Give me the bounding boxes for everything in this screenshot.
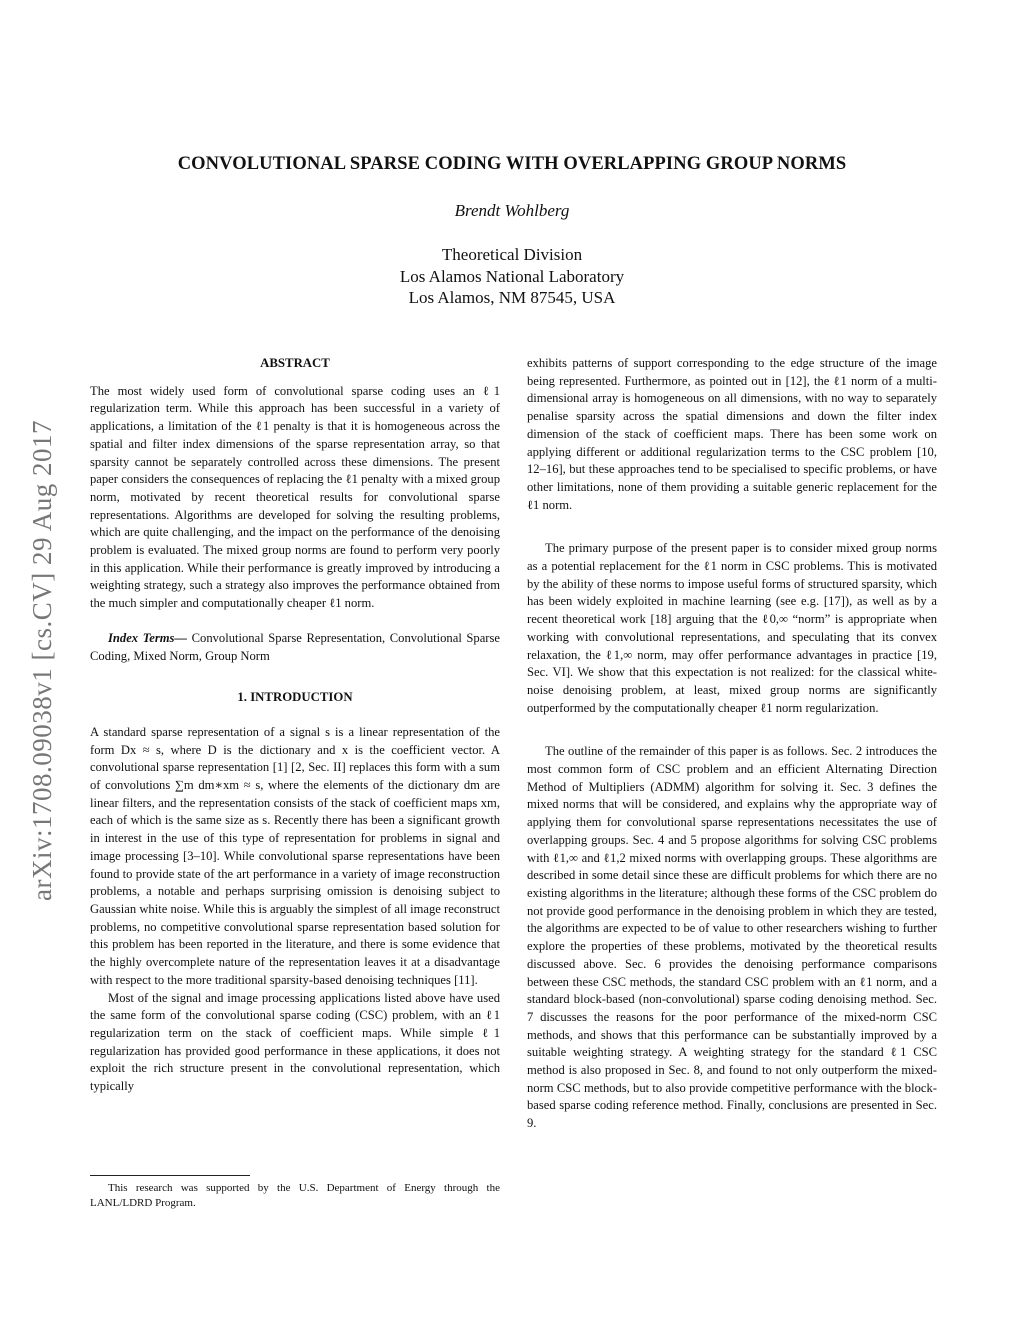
arxiv-id: arXiv:1708.09038v1 [cs.CV] 29 Aug 2017 <box>26 419 57 901</box>
arxiv-sidebar-stamp <box>12 345 72 975</box>
intro-paragraph-5: The outline of the remainder of this paper is as follows. Sec. 2 introduces the most common form of CSC problem and an efficient Alternating Direction Method of Multipliers (ADMM) algorithm for solving it. Sec. 3 defines the mixed norms that will be considered, and explains why the appropriate way of applying them for convolutional sparse representations necessitates the use of overlapping groups. Sec. 4 and 5 propose algorithms for solving CSC problems with ℓ1,∞ and ℓ1,2 mixed norms with overlapping groups. These algorithms are described in some detail since these are difficult problems for which there are no existing algorithms in the literature; although these forms of the CSC problem do not provide good performance in the denoising problem in which they are tested, the algorithms are expected to be of value to other researchers wishing to further explore the properties of these problems, motivated by the theoretical results discussed above. Sec. 6 provides the denoising performance comparisons between these CSC methods, the standard CSC problem with an ℓ1 norm, and a standard block-based (non-convolutional) sparse coding denoising method. Sec. 7 discusses the reasons for the poor performance of the mixed-norm CSC methods, and shows that this performance can be substantially improved by a suitable weighting strategy. A weighting strategy for the standard ℓ1 CSC method is also proposed in Sec. 8, and found to not only outperform the mixed-norm CSC methods, but to also provide competitive performance with the block-based sparse coding reference method. Finally, conclusions are presented in Sec. 9. <box>527 744 937 1131</box>
paper-title: CONVOLUTIONAL SPARSE CODING WITH OVERLAPPING GROUP NORMS <box>177 154 847 174</box>
footnote-text: This research was supported by the U.S. Department of Energy through the LANL/LDRD Program. <box>90 1182 500 1209</box>
intro-paragraph-2: Most of the signal and image processing applications listed above have used the same form of the convolutional sparse coding (CSC) problem, with an ℓ1 regularization term on the stack of coefficient maps. While simple ℓ1 regularization has provided good performance in these applications, it does not exploit the rich structure present in the convolutional representation, which typically <box>90 990 500 1094</box>
footnote <box>90 1175 500 1211</box>
right-column <box>527 355 937 1133</box>
index-terms-text: Convolutional Sparse Representation, Convolutional Sparse Coding, Mixed Norm, Group Norm <box>90 630 500 663</box>
footnote-rule <box>90 1175 250 1176</box>
index-terms-label: Index Terms— <box>108 630 188 645</box>
intro-paragraph-3: exhibits patterns of support corresponding to the edge structure of the image being represented. Furthermore, as pointed out in [12], the ℓ1 norm of a multi-dimensional array is homogeneous on all dimensions, with no way to separately penalise sparsity across the spatial dimensions and down the filter index dimension of the stack of coefficient maps. There has been some work on applying different or additional regularization terms to the CSC problem [10, 12–16], but these approaches tend to be specialised to specific problems, or have other limitations, none of them providing a suitable generic replacement for the ℓ1 norm. <box>527 356 937 512</box>
introduction-heading: 1. INTRODUCTION <box>237 690 353 705</box>
abstract-text: The most widely used form of convolutional sparse coding uses an ℓ1 regularization term. While this approach has been successful in a variety of applications, a limitation of the ℓ1 penalty is that it is homogeneous across the spatial and filter index dimensions of the sparse representation array, so that sparsity cannot be separately controlled across these dimensions. The present paper considers the consequences of replacing the ℓ1 penalty with a mixed group norm, motivated by recent theoretical results for convolutional sparse representations. Algorithms are developed for solving the resulting problems, which are quite challenging, and the impact on the performance of the denoising problem is evaluated. The mixed group norms are found to perform very poorly in this application. While their performance is greatly improved by introducing a weighting strategy, such a strategy also improves the performance obtained from the much simpler and computationally cheaper ℓ1 norm. <box>90 383 500 611</box>
index-terms <box>90 630 500 665</box>
abstract-heading: ABSTRACT <box>260 356 330 370</box>
affiliation-line-3: Los Alamos, NM 87545, USA <box>408 288 616 307</box>
author-name: Brendt Wohlberg <box>454 201 570 220</box>
intro-paragraph-4: The primary purpose of the present paper is to consider mixed group norms as a potential replacement for the ℓ1 norm in CSC problems. This is motivated by the ability of these norms to impose useful forms of structured sparsity, which has been widely exploited in machine learning (see e.g. [17]), as well as by a recent theoretical work [18] arguing that the ℓ0,∞ “norm” is appropriate when working with convolutional representations, and speculating that its convex relaxation, the ℓ1,∞ norm, may offer performance advantages in practice [19, Sec. VI]. We show that this expectation is not realized: for the classical white-noise denoising problem, at least, mixed group norms are significantly outperformed by the computationally cheaper ℓ1 norm regularization. <box>527 541 937 715</box>
affiliation-line-2: Los Alamos National Laboratory <box>399 266 625 286</box>
intro-paragraph-1: A standard sparse representation of a signal s is a linear representation of the form Dx ≈ s, where D is the dictionary and x is the coefficient vector. A convolutional sparse representation [1] [2, Sec. II] replaces this form with a sum of convolutions ∑m dm∗xm ≈ s, where the elements of the dictionary dm are linear filters, and the representation consists of the stack of coefficient maps xm, each of which is the same size as s. Recently there has been a significant growth in interest in the use of this type of representation for problems in signal and image processing [3–10]. While convolutional sparse representations have been found to provide state of the art performance in a variety of image reconstruction problems, a notable and perhaps surprising omission is denoising subject to Gaussian white noise. While this is arguably the simplest of all image reconstruct problems, no competitive convolutional sparse representation based solution for this problem has been reported in the literature, and there is some evidence that the highly overcomplete nature of the representation leaves it at a disadvantage with respect to the more traditional sparsity-based denoising techniques [11]. <box>90 724 500 987</box>
affiliation <box>80 244 944 309</box>
affiliation-line-1: Theoretical Division <box>441 245 583 264</box>
left-column <box>90 355 500 1096</box>
